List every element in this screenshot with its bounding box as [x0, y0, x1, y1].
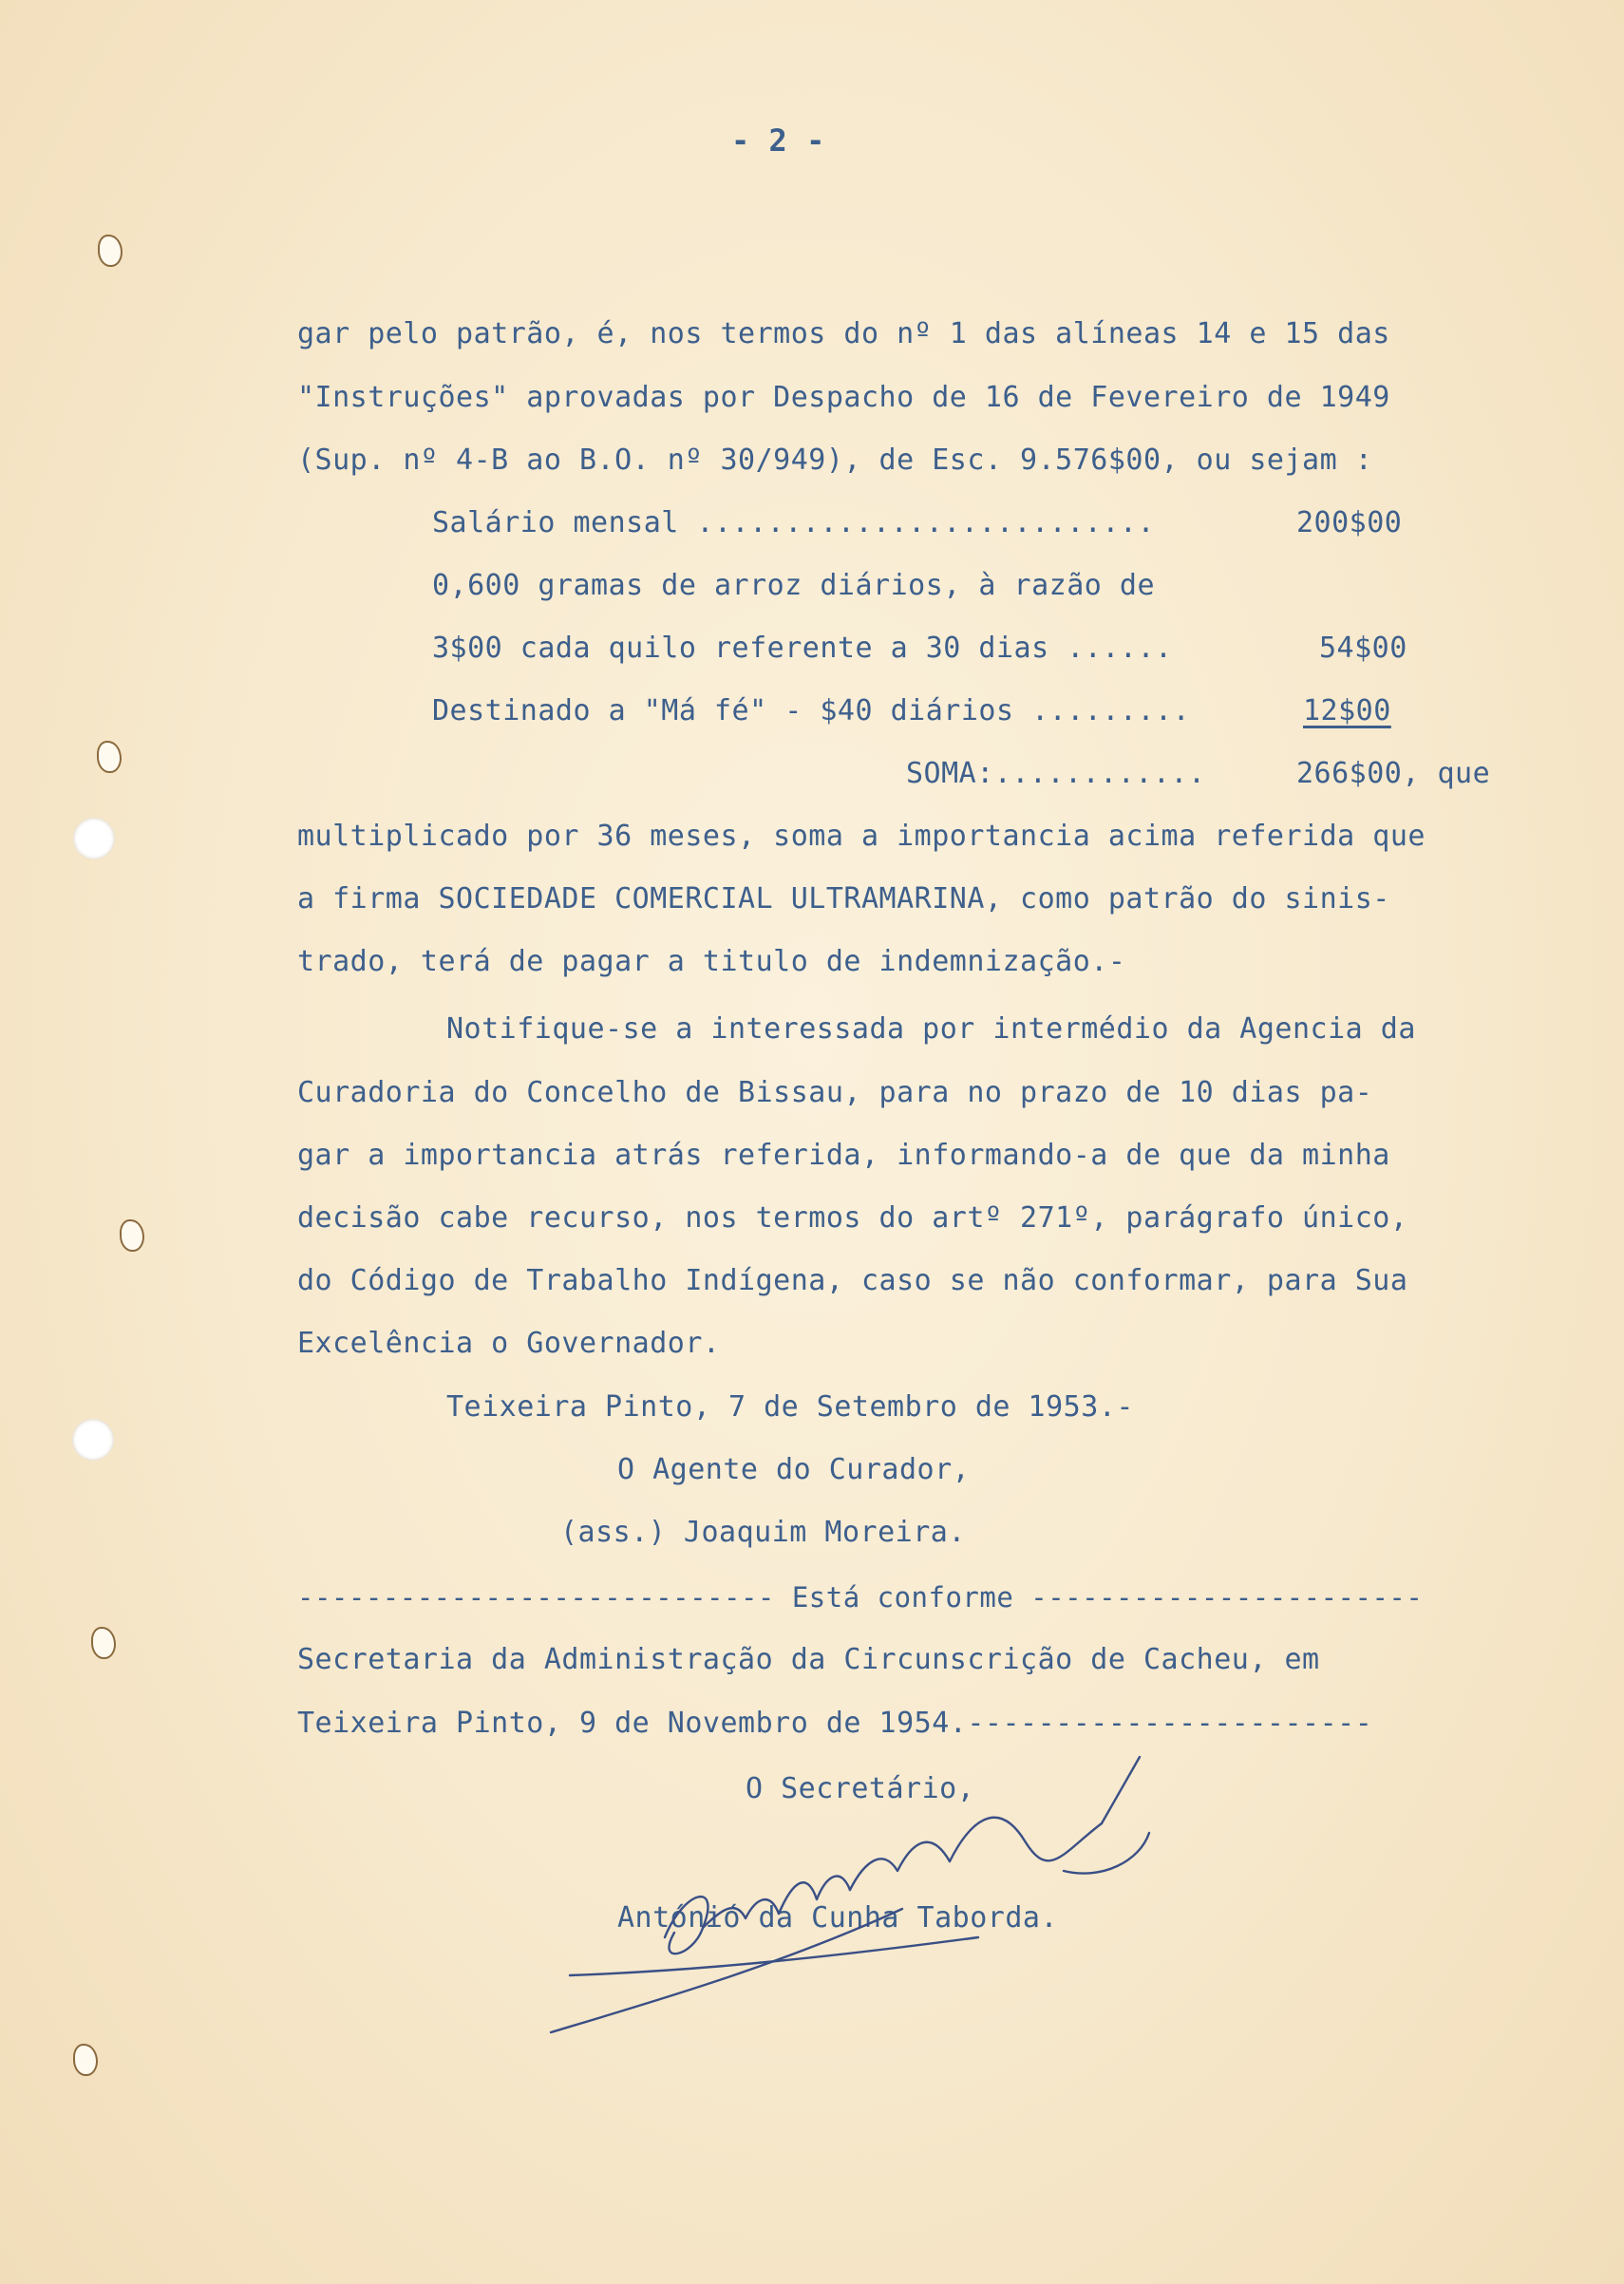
rice-label-line-1: 0,600 gramas de arroz diários, à razão de	[432, 569, 1156, 602]
paragraph-2-line-3: trado, terá de pagar a titulo de indemnização.-	[297, 945, 1126, 978]
punch-hole	[72, 1419, 114, 1461]
handwritten-signature	[532, 1738, 1159, 2051]
agent-signed: (ass.) Joaquim Moreira.	[560, 1516, 966, 1549]
rice-value: 54$00	[1319, 632, 1407, 665]
paragraph-3-line-3: gar a importancia atrás referida, informando-a de que da minha	[297, 1139, 1390, 1172]
soma-value: 266$00, que	[1296, 757, 1491, 790]
paragraph-3-line-2: Curadoria do Concelho de Bissau, para no prazo de 10 dias pa-	[297, 1076, 1373, 1109]
soma-label: SOMA:............	[906, 757, 1206, 790]
page-number: - 2 -	[731, 123, 825, 159]
mafe-label: Destinado a "Má fé" - $40 diários .........	[432, 694, 1191, 727]
salary-value: 200$00	[1296, 506, 1403, 539]
margin-tear-mark	[73, 2044, 98, 2076]
secretary-title: O Secretário,	[746, 1772, 975, 1805]
margin-tear-mark	[91, 1627, 116, 1659]
conforme-line: ---------------------------- Está conforme -----------------------	[297, 1581, 1424, 1614]
secretary-name: Antónió da Cunha Taborda.	[617, 1901, 1059, 1935]
paragraph-3-line-1: Notifique-se a interessada por intermédio da Agencia da	[446, 1012, 1416, 1046]
paragraph-3-line-4: decisão cabe recurso, nos termos do artº 271º, parágrafo único,	[297, 1201, 1408, 1235]
paragraph-2-line-2: a firma SOCIEDADE COMERCIAL ULTRAMARINA, como patrão do sinis-	[297, 882, 1390, 915]
paragraph-1-line-1	[297, 317, 1480, 351]
margin-tear-mark	[120, 1219, 144, 1252]
rice-label-line-2: 3$00 cada quilo referente a 30 dias ......	[432, 632, 1173, 665]
mafe-value: 12$00	[1303, 694, 1391, 727]
salary-label: Salário mensal ..........................	[432, 506, 1156, 539]
margin-tear-mark	[98, 235, 123, 267]
paragraph-2-line-1: multiplicado por 36 meses, soma a importancia acima referida que	[297, 820, 1426, 853]
paragraph-3-line-6: Excelência o Governador.	[297, 1327, 721, 1360]
agent-title: O Agente do Curador,	[617, 1453, 971, 1486]
text-line: gar pelo patrão, é, nos termos do nº 1 das alíneas 14 e 15 das	[297, 317, 1390, 350]
place-date: Teixeira Pinto, 7 de Setembro de 1953.-	[446, 1390, 1134, 1424]
paragraph-1-line-2: "Instruções" aprovadas por Despacho de 16 de Fevereiro de 1949	[297, 381, 1390, 414]
punch-hole	[73, 818, 115, 859]
paragraph-1-line-3: (Sup. nº 4-B ao B.O. nº 30/949), de Esc. 9.576$00, ou sejam :	[297, 444, 1373, 477]
certification-line-2: Teixeira Pinto, 9 de Novembro de 1954.-----------------------	[297, 1707, 1373, 1740]
certification-line-1: Secretaria da Administração da Circunscrição de Cacheu, em	[297, 1643, 1320, 1676]
paragraph-3-line-5: do Código de Trabalho Indígena, caso se não conformar, para Sua	[297, 1264, 1408, 1297]
margin-tear-mark	[97, 741, 122, 773]
